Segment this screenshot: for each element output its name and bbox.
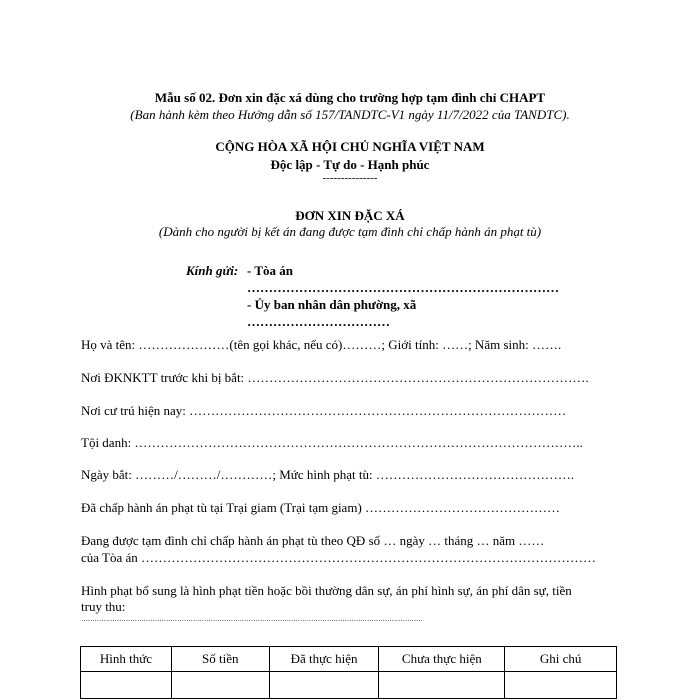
table-cell[interactable]	[171, 672, 269, 699]
form-title: Mẫu số 02. Đơn xin đặc xá dùng cho trường hợp tạm đình chỉ CHAPT	[154, 90, 546, 105]
recipient-court-dots: ………………………………………………………………	[247, 280, 559, 295]
table-row	[81, 672, 617, 699]
field-court: của Tòa án ……………………………………………………………………………………………	[81, 550, 597, 565]
table-header-cell: Chưa thực hiện	[379, 647, 505, 672]
table-header-cell: Hình thức	[81, 647, 172, 672]
table-header-cell: Số tiền	[171, 647, 269, 672]
motto: Độc lập - Tự do - Hạnh phúc	[270, 157, 430, 172]
recipient-court: - Tòa án	[247, 263, 293, 278]
table-cell[interactable]	[81, 672, 172, 699]
field-full-name: Họ và tên: …………………(tên gọi khác, nếu có)………; Giới tính: ……; Năm sinh: …….	[81, 337, 562, 352]
document-subtitle: (Dành cho người bị kết án đang được tạm đình chỉ chấp hành án phạt tù)	[158, 224, 542, 239]
table-cell[interactable]	[379, 672, 505, 699]
field-additional-penalty: Hình phạt bổ sung là hình phạt tiền hoặc bồi thường dân sự, án phí hình sự, án phí dân sự, tiền	[81, 583, 572, 598]
recipient-committee-dots: ……………………………	[247, 314, 390, 329]
document-title: ĐƠN XIN ĐẶC XÁ	[295, 208, 405, 223]
motto-rule: ---------------	[322, 172, 378, 184]
table-cell[interactable]	[269, 672, 379, 699]
field-charge: Tội danh: …………………………………………………………………………………………..	[81, 435, 583, 450]
recipient-committee: - Ủy ban nhân dân phường, xã	[247, 297, 417, 312]
recipient-label: Kính gửi:	[186, 263, 239, 278]
table-header-cell: Đã thực hiện	[269, 647, 379, 672]
field-dotted-line: ………………………………………………………………………………………………………………………………………	[81, 615, 423, 623]
field-prison: Đã chấp hành án phạt tù tại Trại giam (Trại tạm giam) ………………………………………	[81, 500, 561, 515]
field-suspension-decision: Đang được tạm đình chỉ chấp hành án phạt tù theo QĐ số … ngày … tháng … năm ……	[81, 533, 545, 548]
country-name: CỘNG HÒA XÃ HỘI CHỦ NGHĨA VIỆT NAM	[215, 139, 485, 154]
field-arrest-date: Ngày bắt: ………/………/…………; Mức hình phạt tù: ……………………………………….	[81, 467, 575, 482]
table-header-row	[81, 647, 617, 672]
table-header-cell: Ghi chú	[505, 647, 617, 672]
field-current-residence: Nơi cư trú hiện nay: ……………………………………………………………………………	[81, 403, 567, 418]
form-subtitle: (Ban hành kèm theo Hướng dẫn số 157/TANDTC-V1 ngày 11/7/2022 của TANDTC).	[130, 107, 570, 122]
penalty-table	[80, 646, 617, 699]
table-cell[interactable]	[505, 672, 617, 699]
field-additional-penalty-cont: truy thu:	[81, 599, 126, 614]
field-registered-residence: Nơi ĐKNKTT trước khi bị bắt: …………………………………………………………………….	[81, 370, 589, 385]
